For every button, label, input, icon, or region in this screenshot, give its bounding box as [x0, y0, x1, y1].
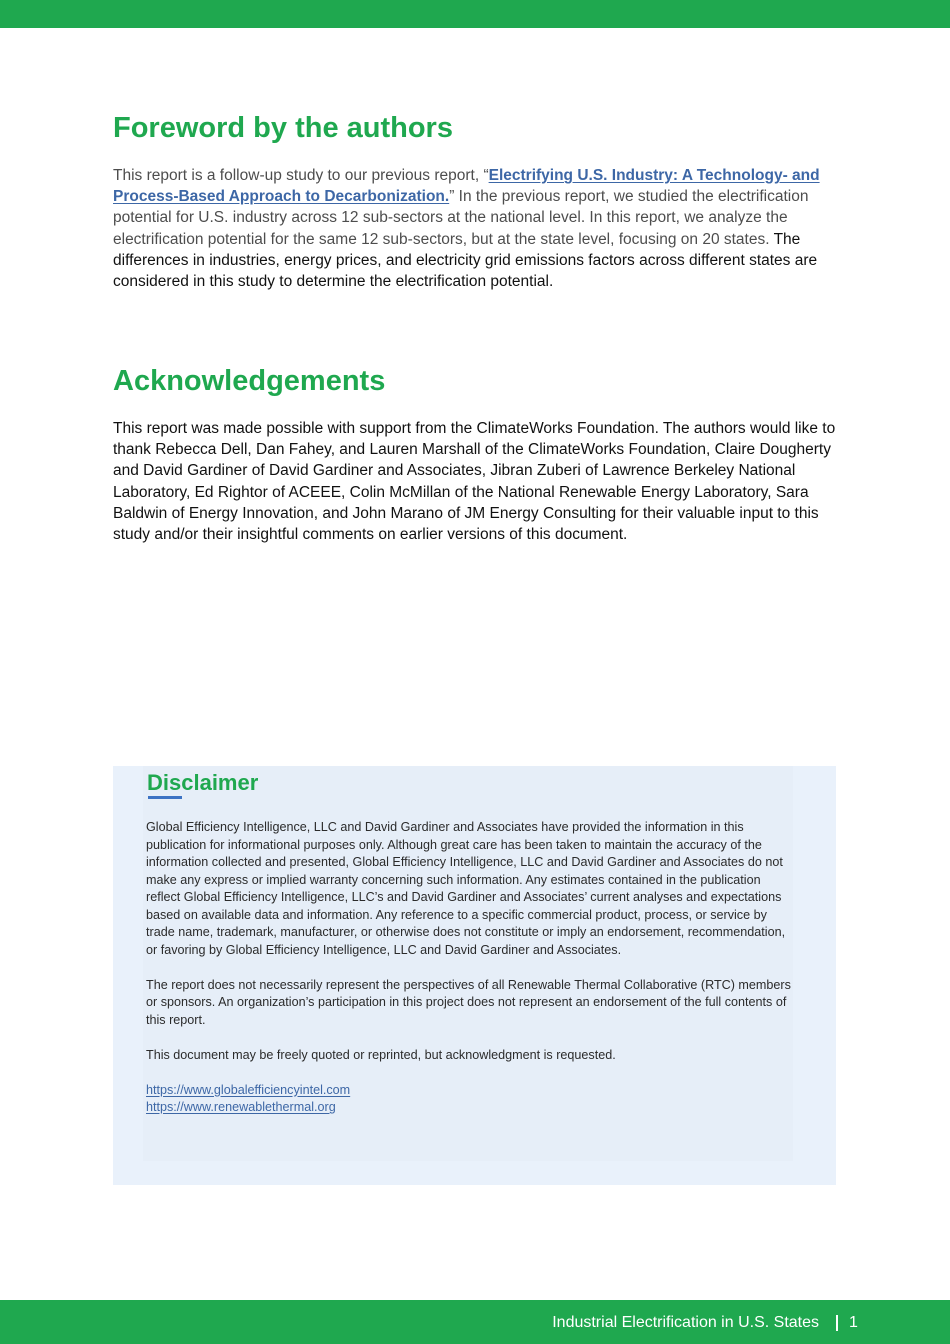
foreword-section	[113, 111, 838, 292]
disclaimer-heading: Disclaimer	[147, 770, 259, 795]
footer-document-title: Industrial Electrification in U.S. States	[552, 1314, 819, 1331]
disclaimer-paragraph-1: Global Efficiency Intelligence, LLC and David Gardiner and Associates have provided the information in this publication for informational purposes only. Although great care has been taken to maintain the accuracy of the information collected and presented, Global Efficiency Intelligence, LLC and David Gardiner and Associates do not make any express or implied warranty concerning such information. Any estimates contained in the publication reflect Global Efficiency Intelligence, LLC’s and David Gardiner and Associates’ current analyses and expectations based on available data and information. Any reference to a specific commercial product, process, or service by trade name, trademark, manufacturer, or otherwise does not constitute or imply an endorsement, recommendation, or favoring by Global Efficiency Intelligence, LLC and David Gardiner and Associates.	[146, 820, 786, 957]
disclaimer-box	[113, 766, 836, 1185]
acknowledgements-section	[113, 364, 838, 545]
acknowledgements-paragraph: This report was made possible with support from the ClimateWorks Foundation. The authors would like to thank Rebecca Dell, Dan Fahey, and Lauren Marshall of the ClimateWorks Foundation, Claire Dougherty and David Gardiner of David Gardiner and Associates, Jibran Zuberi of Lawrence Berkeley National Laboratory, Ed Rightor of ACEEE, Colin McMillan of the National Renewable Energy Laboratory, Sara Baldwin of Energy Innovation, and John Marano of JM Energy Consulting for their valuable input to this study and/or their insightful comments on earlier versions of this document.	[113, 420, 836, 544]
renewablethermal-link[interactable]: https://www.renewablethermal.org	[146, 1100, 336, 1114]
page-number: 1	[849, 1314, 858, 1331]
disclaimer-heading-underline	[148, 796, 182, 799]
top-accent-bar	[0, 0, 950, 28]
disclaimer-paragraph-2: The report does not necessarily represent the perspectives of all Renewable Thermal Collaborative (RTC) members or sponsors. An organization’s participation in this project does not represent an endorsement of the full contents of this report.	[146, 977, 791, 1027]
foreword-heading: Foreword by the authors	[113, 112, 453, 144]
foreword-text-lead: This report is a follow-up study to our previous report, “	[113, 167, 489, 184]
foreword-text-after-link: ” In the previous report, we studied the electrification potential for U.S. industry across 12 sub-sectors at the national level. In this report, we analyze the electrification potential for the same 12 sub-sectors, but at the state level, focusing on 20 states.	[113, 188, 809, 248]
disclaimer-paragraph-3: This document may be freely quoted or reprinted, but acknowledgment is requested.	[146, 1047, 616, 1062]
acknowledgements-heading: Acknowledgements	[113, 365, 386, 397]
globalefficiencyintel-link[interactable]: https://www.globalefficiencyintel.com	[146, 1082, 351, 1097]
footer-separator	[836, 1315, 838, 1331]
foreword-paragraph	[113, 165, 838, 292]
footer-bar	[0, 1300, 950, 1344]
foreword-text-emphasis: The differences in industries, energy prices, and electricity grid emissions factors across different states are considered in this study to determine the electrification potential.	[113, 230, 818, 291]
previous-report-link[interactable]: Electrifying U.S. Industry: A Technology- and Process-Based Approach to Decarbonization.	[113, 167, 820, 206]
disclaimer-body	[146, 819, 796, 1117]
